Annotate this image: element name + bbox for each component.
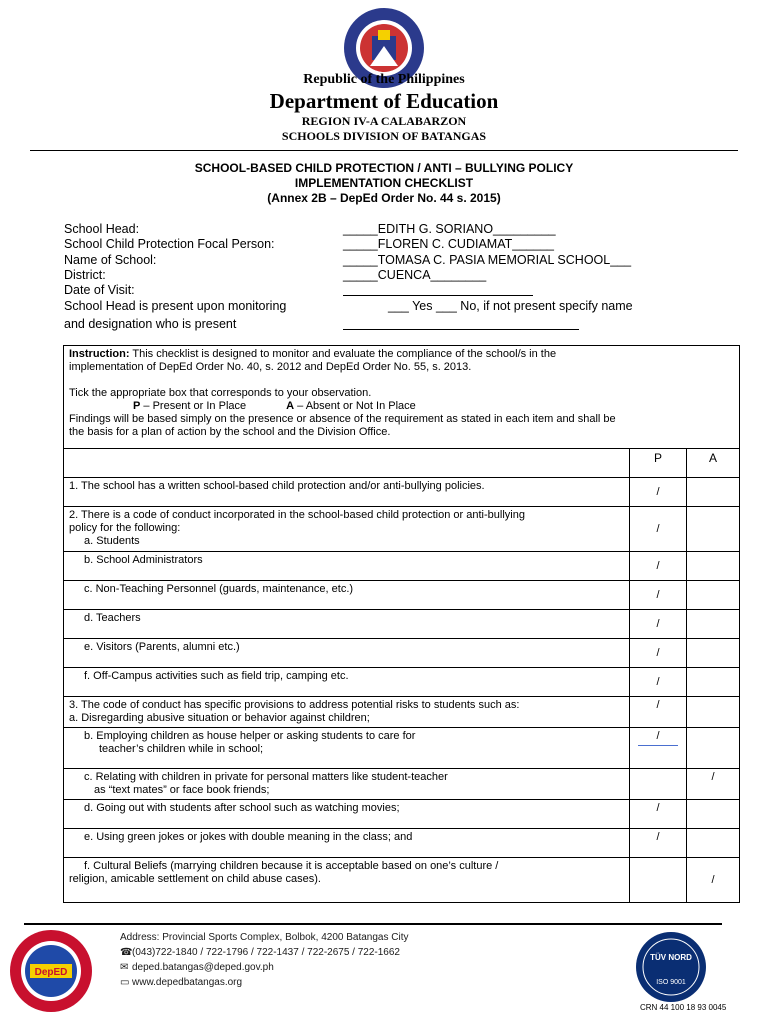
checklist-table (63, 345, 740, 903)
designation-label: and designation who is present (64, 317, 237, 331)
tuv-iso-logo-icon (634, 930, 708, 1004)
check-cell-p[interactable] (630, 728, 687, 769)
table-row (64, 728, 740, 769)
school-head-label: School Head: (64, 222, 140, 236)
check-cell-p[interactable] (630, 769, 687, 800)
footer-phone: (043)722-1840 / 722-1796 / 722-1437 / 722-2675 / 722-1662 (132, 947, 400, 958)
item-3: 3. The code of conduct has specific provisions to address potential risks to students such as: a. Disregarding abusive situation or behavior against children; (64, 697, 630, 728)
check-cell-p[interactable]: / (630, 829, 687, 858)
check-cell-p[interactable] (630, 858, 687, 903)
crn-number: CRN 44 100 18 93 0045 (640, 1003, 727, 1012)
table-row (64, 581, 740, 610)
legend-a-key: A (286, 400, 295, 412)
item-2c: c. Non-Teaching Personnel (guards, maintenance, etc.) (64, 581, 630, 610)
yes-no-field: ___ Yes ___ No, if not present specify name (388, 299, 633, 313)
table-row (64, 800, 740, 829)
table-row (64, 478, 740, 507)
focal-person-label: School Child Protection Focal Person: (64, 237, 275, 251)
check-cell-p[interactable]: / (630, 552, 687, 581)
school-name-label: Name of School: (64, 253, 157, 267)
instruction-label: Instruction: (69, 348, 130, 360)
check-cell-p[interactable]: / (630, 800, 687, 829)
region-heading: REGION IV-A CALABARZON (301, 114, 467, 128)
doc-title-line3: (Annex 2B – DepEd Order No. 44 s. 2015) (267, 191, 501, 205)
left-logo-text: DepED (34, 967, 68, 978)
check-cell-p[interactable]: / (630, 639, 687, 668)
table-row (64, 769, 740, 800)
table-row (64, 639, 740, 668)
header-divider (30, 150, 738, 151)
column-a: A (687, 449, 740, 478)
footer-website[interactable]: www.depedbatangas.org (132, 977, 243, 988)
check-cell-a[interactable] (687, 639, 740, 668)
item-2b: b. School Administrators (64, 552, 630, 581)
check-cell-a[interactable] (687, 507, 740, 552)
doc-title-line1: SCHOOL-BASED CHILD PROTECTION / ANTI – BULLYING POLICY (194, 161, 574, 175)
table-row (64, 552, 740, 581)
item-3b: b. Employing children as house helper or asking students to care for teacher’s children while in school; (64, 728, 630, 769)
mail-icon: ✉ (120, 962, 129, 973)
district-value: _____CUENCA________ (343, 268, 487, 282)
iso-text: ISO 9001 (656, 979, 686, 986)
check-mark: / (656, 730, 660, 742)
footer-phone-row (120, 947, 400, 958)
school-head-value: _____EDITH G. SORIANO_________ (343, 222, 556, 236)
column-p: P (630, 449, 687, 478)
check-cell-a[interactable] (687, 728, 740, 769)
check-cell-a[interactable] (687, 829, 740, 858)
instruction-cell (64, 346, 740, 449)
column-header-row (64, 449, 740, 478)
footer-address: Address: Provincial Sports Complex, Bolbok, 4200 Batangas City (120, 932, 409, 943)
instruction-text3: Tick the appropriate box that corresponds to your observation. (69, 387, 372, 399)
focal-person-value: _____FLOREN C. CUDIAMAT______ (343, 237, 554, 251)
table-row (64, 668, 740, 697)
right-logo-text: TÜV NORD (650, 953, 692, 962)
instruction-text4: Findings will be based simply on the presence or absence of the requirement as stated in each item and shall be (69, 413, 616, 425)
check-cell-a[interactable]: / (687, 769, 740, 800)
item-2d: d. Teachers (64, 610, 630, 639)
table-row (64, 507, 740, 552)
school-name-value: _____TOMASA C. PASIA MEMORIAL SCHOOL___ (343, 253, 632, 267)
phone-icon: ☎ (120, 947, 133, 958)
check-cell-a[interactable] (687, 478, 740, 507)
instruction-text1: This checklist is designed to monitor and evaluate the compliance of the school/s in the (129, 348, 557, 360)
date-of-visit-blank (343, 295, 533, 296)
check-cell-a[interactable] (687, 610, 740, 639)
district-label: District: (64, 268, 106, 282)
footer-email[interactable]: deped.batangas@deped.gov.ph (132, 962, 274, 973)
legend-p-key: P (133, 400, 141, 412)
legend-p-desc: – Present or In Place (140, 400, 247, 412)
legend-a-desc: – Absent or Not In Place (294, 400, 416, 412)
instruction-text2: implementation of DepEd Order No. 40, s. 2012 and DepEd Order No. 55, s. 2013. (69, 361, 472, 373)
republic-heading: Republic of the Philippines (303, 72, 465, 87)
check-cell-a[interactable] (687, 668, 740, 697)
item-2e: e. Visitors (Parents, alumni etc.) (64, 639, 630, 668)
highlight-underline (638, 745, 678, 746)
item-2f: f. Off-Campus activities such as field trip, camping etc. (64, 668, 630, 697)
department-heading: Department of Education (269, 89, 499, 113)
monitor-icon: ▭ (120, 977, 130, 988)
table-row (64, 829, 740, 858)
check-cell-a[interactable] (687, 800, 740, 829)
item-1: 1. The school has a written school-based child protection and/or anti-bullying policies. (64, 478, 630, 507)
item-3d: d. Going out with students after school such as watching movies; (64, 800, 630, 829)
check-cell-p[interactable]: / (630, 507, 687, 552)
instruction-text5: the basis for a plan of action by the school and the Division Office. (69, 426, 391, 438)
division-heading: SCHOOLS DIVISION OF BATANGAS (281, 129, 487, 143)
table-row (64, 858, 740, 903)
table-row (64, 697, 740, 728)
table-row (64, 610, 740, 639)
designation-blank (343, 329, 579, 330)
check-cell-p[interactable]: / (630, 668, 687, 697)
check-cell-p[interactable]: / (630, 478, 687, 507)
check-cell-a[interactable] (687, 552, 740, 581)
footer-web-row (120, 977, 242, 988)
head-present-label: School Head is present upon monitoring (64, 299, 287, 313)
check-cell-a[interactable] (687, 581, 740, 610)
division-logo-icon (8, 928, 94, 1014)
check-cell-p[interactable]: / (630, 610, 687, 639)
check-cell-a[interactable] (687, 697, 740, 728)
instruction-row (64, 346, 740, 449)
item-3f: f. Cultural Beliefs (marrying children because it is acceptable based on one’s culture / religion, amicable settlement on child abuse cases). (64, 858, 630, 903)
item-3e: e. Using green jokes or jokes with double meaning in the class; and (64, 829, 630, 858)
doc-title-line2: IMPLEMENTATION CHECKLIST (294, 176, 474, 190)
check-cell-a[interactable]: / (687, 858, 740, 903)
item-2: 2. There is a code of conduct incorporated in the school-based child protection or anti-bullying policy for the following: a. Students (64, 507, 630, 552)
item-3c: c. Relating with children in private for personal matters like student-teacher as “text mates” or face book friends; (64, 769, 630, 800)
check-cell-p[interactable]: / (630, 697, 687, 728)
footer-divider (24, 923, 722, 925)
footer-email-row (120, 962, 274, 973)
date-of-visit-label: Date of Visit: (64, 283, 135, 297)
check-cell-p[interactable]: / (630, 581, 687, 610)
